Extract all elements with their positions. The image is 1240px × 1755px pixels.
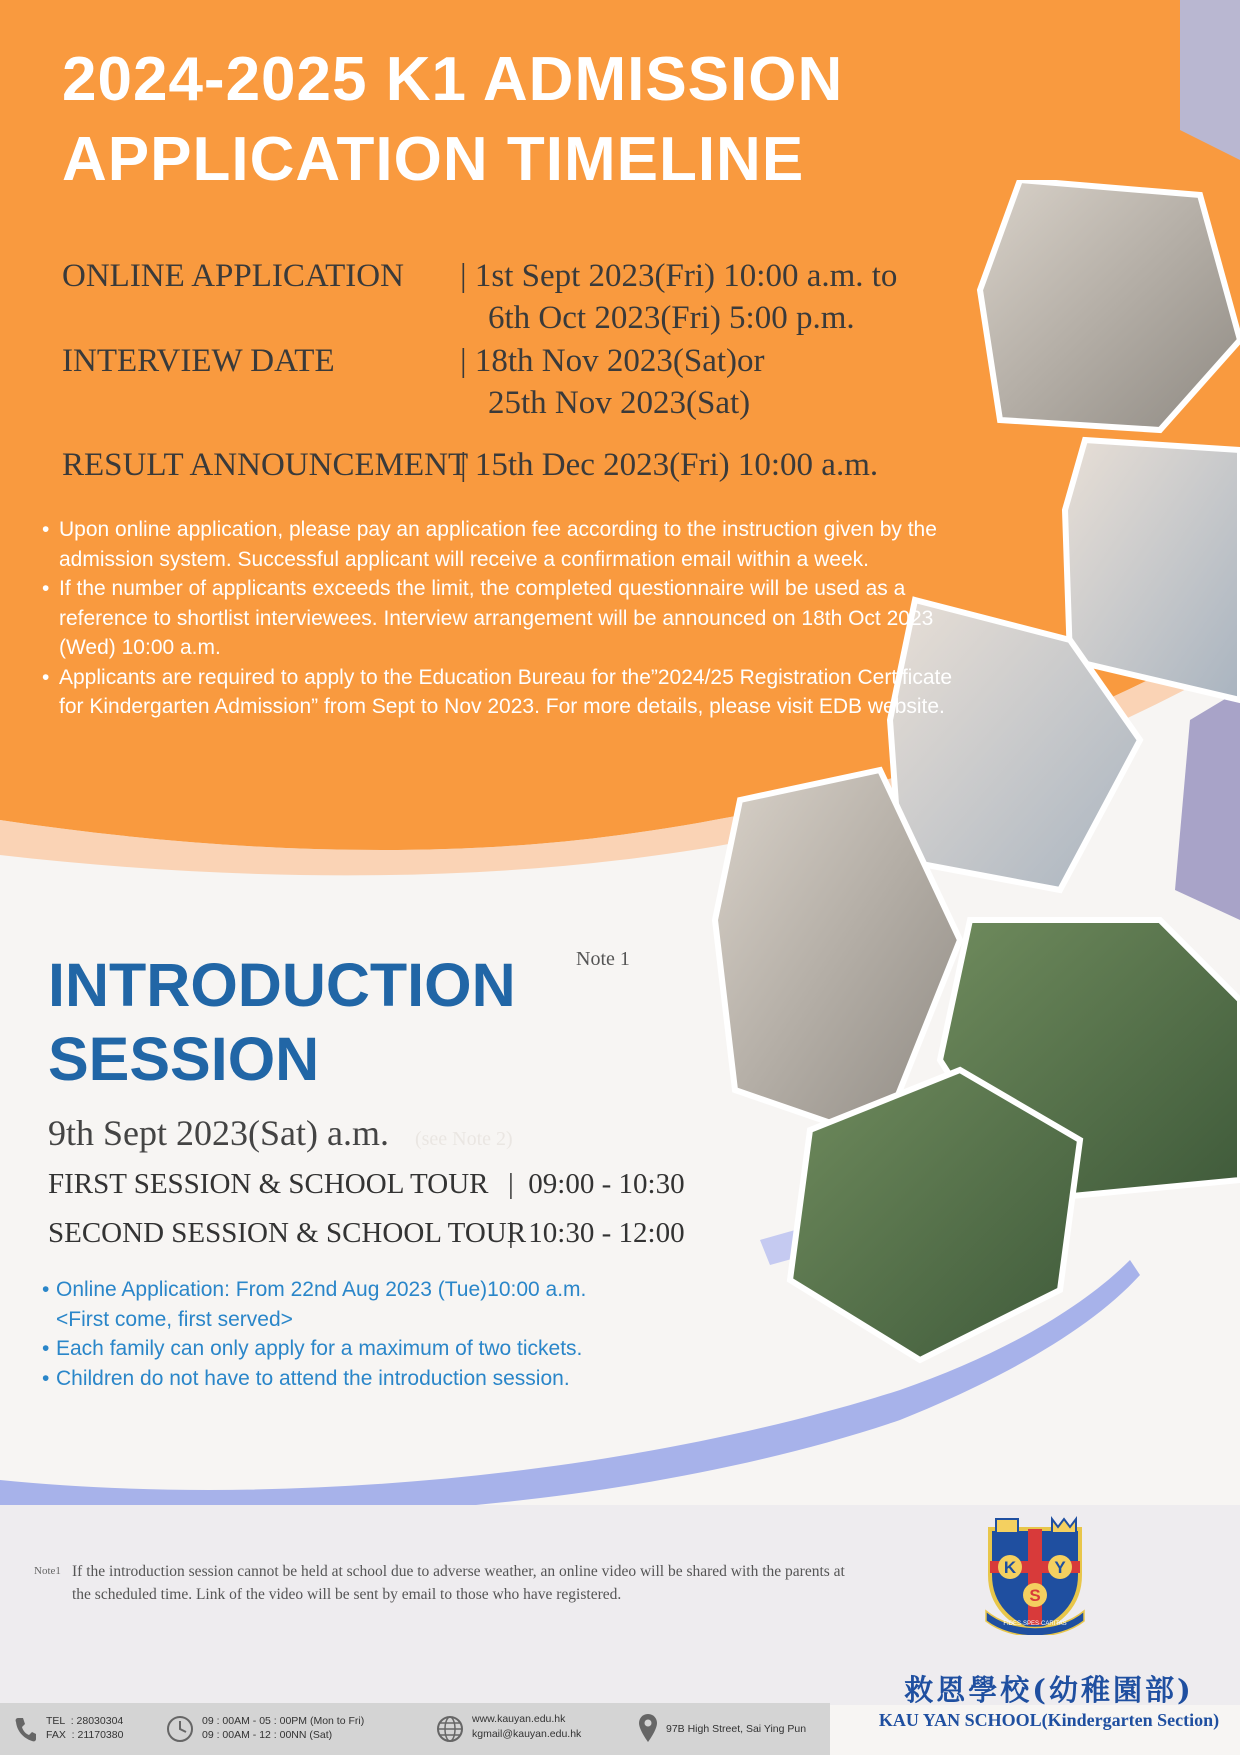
email-link[interactable]: kgmail@kauyan.edu.hk <box>472 1728 582 1740</box>
school-crest-logo <box>982 1515 1088 1635</box>
page-title <box>62 40 843 200</box>
phone-icon <box>14 1716 36 1742</box>
crest-letter-k: K <box>1003 1558 1017 1577</box>
first-session-label: FIRST SESSION & SCHOOL TOUR <box>48 1168 489 1200</box>
title-line-1: 2024-2025 K1 ADMISSION <box>62 45 844 114</box>
school-name-zh: 救恩學校(幼稚園部) <box>904 1673 1194 1707</box>
crest-letter-s: S <box>1029 1586 1041 1605</box>
intro-title-line-2: SESSION <box>48 1025 320 1093</box>
see-note-ref: (see Note 2) <box>414 1128 513 1150</box>
result-label: RESULT ANNOUNCEMENT <box>62 447 469 483</box>
intro-notes <box>40 1275 586 1393</box>
online-value-2: 6th Oct 2023(Fri) 5:00 p.m. <box>488 300 855 336</box>
hours-saturday: 09 : 00AM - 12 : 00NN (Sat) <box>202 1729 333 1741</box>
online-label: ONLINE APPLICATION <box>62 258 404 294</box>
intro-note-sub: <First come, first served> <box>56 1307 293 1331</box>
location-pin-icon <box>638 1713 658 1743</box>
intro-note-item <box>40 1275 586 1334</box>
online-value-1: | 1st Sept 2023(Fri) 10:00 a.m. to <box>460 258 898 294</box>
application-notes <box>36 515 956 722</box>
intro-date <box>48 1112 513 1154</box>
school-name-en: KAU YAN SCHOOL(Kindergarten Section) <box>878 1710 1220 1730</box>
website-link[interactable]: www.kauyan.edu.hk <box>472 1713 566 1725</box>
crest-letter-y: Y <box>1054 1558 1066 1577</box>
result-value: | 15th Dec 2023(Fri) 10:00 a.m. <box>460 447 879 483</box>
note-item: • Applicants are required to apply to the Education Bureau for the”2024/25 Registration Certificate for Kindergarten Admission” from Sept to Nov 2023. For more details, please visit EDB website. <box>36 663 956 722</box>
fax-text: FAX : 21170380 <box>46 1729 124 1741</box>
title-line-2: APPLICATION TIMELINE <box>62 125 805 194</box>
interview-value-1: | 18th Nov 2023(Sat)or <box>460 343 765 379</box>
intro-date-text: 9th Sept 2023(Sat) a.m. <box>48 1113 389 1153</box>
note-1-ref: Note 1 <box>576 948 630 970</box>
footnote-tag: Note1 <box>34 1565 61 1577</box>
clock-icon <box>166 1715 194 1743</box>
first-session-time: | 09:00 - 10:30 <box>508 1168 685 1200</box>
second-session-label: SECOND SESSION & SCHOOL TOUR <box>48 1217 527 1249</box>
footnote-text: If the introduction session cannot be held at school due to adverse weather, an online video will be shared with the parents at the scheduled time. Link of the video will be sent by email to those who have registered. <box>72 1563 845 1603</box>
tel-text: TEL : 28030304 <box>46 1715 124 1727</box>
second-session-time: | 10:30 - 12:00 <box>508 1217 685 1249</box>
interview-value-2: 25th Nov 2023(Sat) <box>488 385 751 421</box>
interview-label: INTERVIEW DATE <box>62 343 335 379</box>
photo-girl-experiment <box>1065 440 1240 700</box>
intro-title-line-1: INTRODUCTION <box>48 951 516 1019</box>
intro-note-text: Online Application: From 22nd Aug 2023 (Tue)10:00 a.m. <box>56 1278 587 1301</box>
hours-weekday: 09 : 00AM - 05 : 00PM (Mon to Fri) <box>202 1715 365 1727</box>
note-item: • Upon online application, please pay an application fee according to the instruction given by the admission system. Successful applicant will receive a confirmation email within a week. <box>36 515 956 574</box>
intro-note-item: • Each family can only apply for a maximum of two tickets. <box>40 1334 586 1364</box>
address-text: 97B High Street, Sai Ying Pun <box>666 1723 807 1735</box>
contact-footer <box>0 1703 830 1755</box>
crest-motto: FIDES·SPES·CARITAS <box>1003 1621 1067 1627</box>
intro-title <box>48 948 516 1096</box>
globe-icon <box>436 1715 464 1743</box>
photo-children-reading <box>980 180 1240 430</box>
note-item: • If the number of applicants exceeds the limit, the completed questionnaire will be used as a reference to shortlist interviewees. Interview arrangement will be announced on 18th Oct 2023 (Wed) 10:00 a.m. <box>36 574 956 663</box>
intro-note-item: • Children do not have to attend the introduction session. <box>40 1364 586 1394</box>
footnote <box>34 1560 845 1603</box>
